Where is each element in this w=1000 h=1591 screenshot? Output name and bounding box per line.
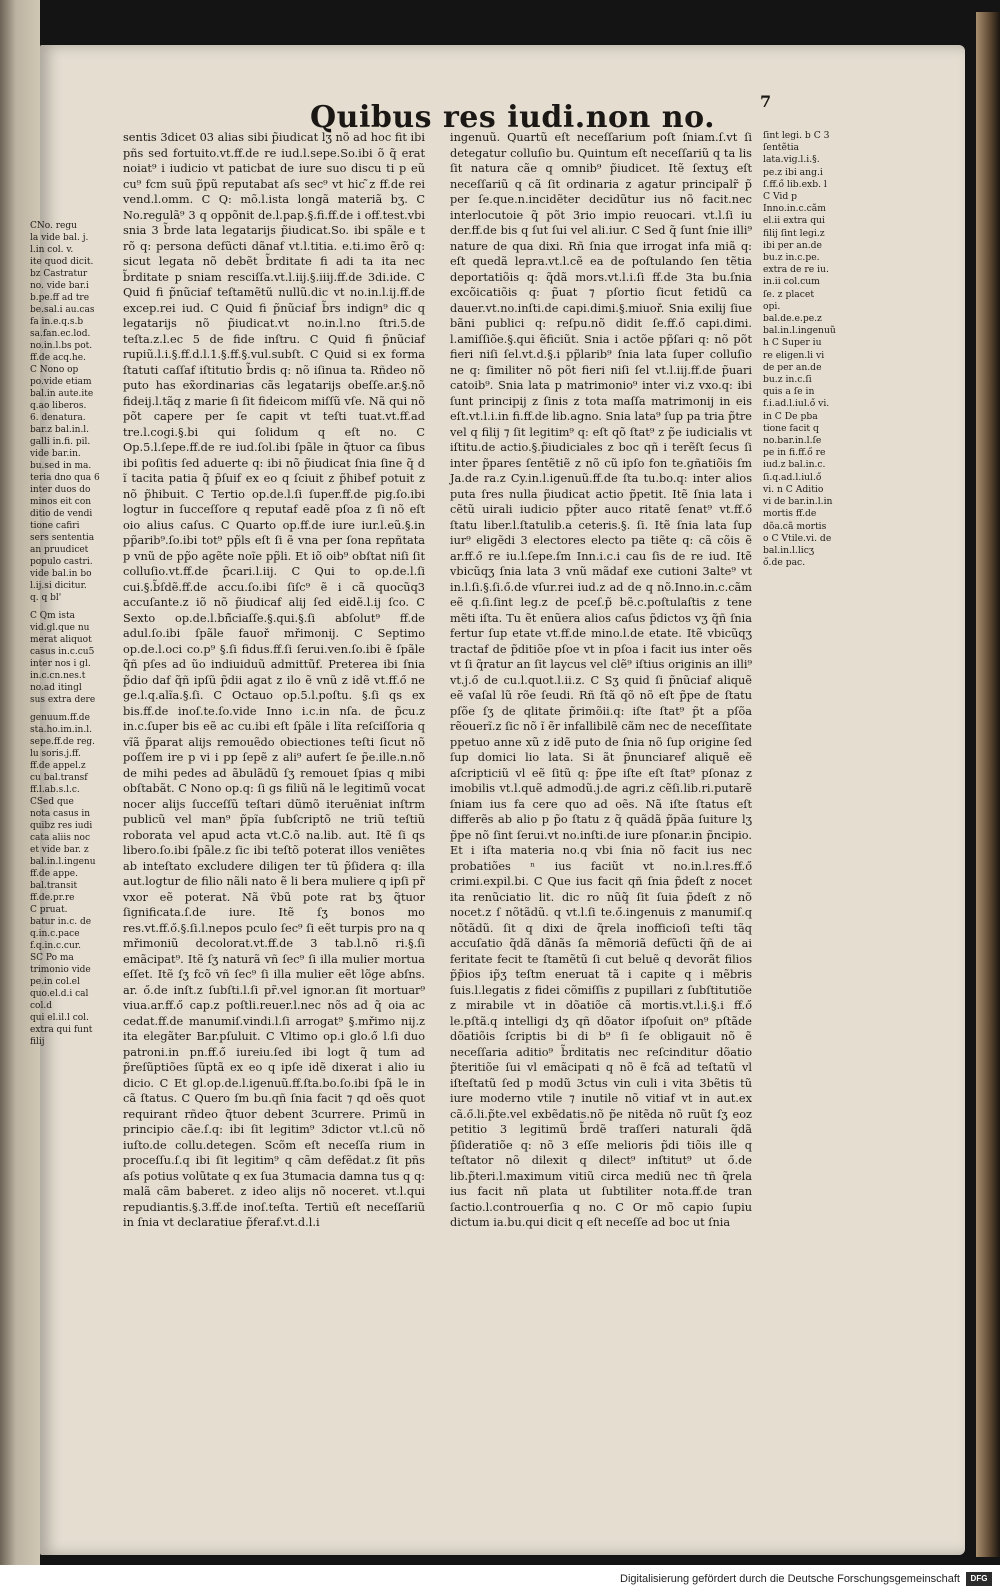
page-fore-edge	[976, 12, 1000, 1557]
column-text: ingenuũ. Quartũ eſt neceſſarium poſt ſniam.ſ.vt ſi detegatur colluſio bu. Quintum eſt neceſſariũ q ta lis ſit natura cãe q omnib⁹ p̃iudicet. Itẽ ſextuʒ eſt neceſſariũ q cã ſit ordinaria z agatur principalr̃ p̃ per ſe.que.n.incidẽter decidũtur ius nõ facit.nec interlocutoie q̃ põt 3rio impio reuocari. vt.l.ſi iu der.ff.de bis q ſut ſui vel ali.iur. C Sed q̃ ſunt ſnie illi⁹ nature de qua dixi. Rñ ſnia que irrogat infa miã q: eſt quedã lepra.vt.l.cẽ ea de poſtulando ſen tẽtia deportatiõis q: q̃dã mors.vt.l.i.ſi ff.de 3ta bu.ſnia excõicatiõis q: p̃uat ⁊ pſortio ſicut fetidũ ca dauer.vt.no.inſti.de capi.dimi.§.miuoř. Snia exilij ſiue bãni publici q: reſpu.nõ didit ſe.ff.ő capi.dimi. l.amiſſiõe.§.qui ẽficiũt. Snia i actõe pp̃ſari q: nõ põt fieri niſi ſel.vt.d.§.i pp̃larib⁹ ſnia lata ſuper colluſio ne q: ſimiliter nõ põt fieri niſi ſel vt.l.iij.ff.de p̃uari catoib⁹. Snia lata p matrimonio⁹ inter vi.z vxo.q: ibi ſunt principij z ſinis z tota maſſa matrimonij in eis eſt.vt.l.i.in fi.ff.de lib.agno. Snia lata⁹ ſup pa tria p̃tre vel q filij ⁊ ſit legitim⁹ q: eſt qõ ſtat⁹ z p̃e iudicialis vt iſtitu.de actio.§.p̃iudiciales z boc qñ i terẽſt ſecus ſi inter p̃pares ſentẽtiẽ z nõ cũ ipſo fon te.gñatiõis ſm Ja.de ra.z Cy.in.l.igenuũ.ff.de ſta tu.bo.q: inter alios puta ſres nulla p̃iudicat actio p̃petit. Itẽ ſnia lata i cẽtũ uirali iudicio pp̃ter auco ritatẽ ſenat⁹ vt.ff.ő ſtatu liber.l.ſtatulib.a ceteris.§. ſi. Itẽ ſnia lata ſup iur⁹ eligẽdi 3 electores electo pa tiẽte q: cã cõis ẽ ar.ff.ő re iu.l.ſepe.ſm Inn.i.c.i cau ſis de re iud. Itẽ vbicũqʒ ſnia lata 3 vnũ mãdaf exe cutioni 3alte⁹ vt in.l.ſi.§.ſi.ő.de vſur.rei iud.z ad de q nõ.Inno.in.c.cãm eẽ q.ſi.ſint leg.z de pceſ.p̃ bẽ.c.poſtulaſtis z tene mẽti iſta. Tu ẽt enũera alios caſus p̃dictos vʒ q̃ñ ſnia fertur ſup etate vt.ff.de mino.l.de etate. Itẽ vbicũqʒ tractaf de p̃ditiõe pſoe vt in pſoa i facit ius inter oẽs vt ſi q̃ratur an ſit laycus vel clẽ⁹ iſtius originis an illi⁹ vt.j.ő de cu.l.quot.l.ii.z. C Sʒ quid ſi p̃nũciaf aliquẽ eẽ vaſal lũ rõe ſeudi. Rñ ſtã qõ nõ eſt p̃pe de ſtatu pſõe ſʒ de qlitate p̃rimõii.q: iſte ſtat⁹ p̃t a pſõa rẽouerĩ.z ſic nõ ĩ ẽr infallibilẽ cãm nec de neceſſitate ppetuo anne xũ z idẽ puto de ſnia nõ ſup origine ſed ſup domici lio lata. Si ãt p̃nunciaref aliquẽ eẽ aſcripticiũ vl eẽ ſitũ q: p̃pe iſte eſt ſtat⁹ pſonaz z imobilis vt.l.quẽ admodũ.j.de agri.z cẽſi.lib.ri.putarẽ ſniam ius fa cere quo ad oẽs. Nã iſte ſtatus eſt differẽs ab alio p p̃o ſtatu z q̃ quãdã p̃pãa ſuiture lʒ p̃pe nõ ſint ſerui.vt no.inſti.de iure pſonar.in p̃ncipio. Et i iſta materia no.q vbi ſnia nõ facit ius nec probatiões ⁿ ius faciũt vt no.in.l.res.ff.ő crimi.expil.bi. C Que ius facit qñ ſnia p̃deſt z nocet ita renũciatio lit. dic ro nũq̃ ſit ſuia p̃deſt z nõ nocet.z ſ nõtãdũ. q vt.l.ſi te.ő.ingenuis z manumiſ.q nõtãdũ. ſit q dixi de q̃rela inofficioſi teſti tãq accuſatio q̃dã dãnãs ſa mẽmoriã defũcti q̃ñ de ai feritate fecit te ſtamẽtũ ſi cut beluẽ q devorãt filios p̃p̃ios ip̃ʒ teſtm eneruat tã i capite q i mẽbris ſuis.l.legatis z fidei cõmiſſis z pupillari z ſubſtitutiõe z mirabile vt in dõatiõe cã mortis.vt.l.i.§.i ff.ő le.pſtã.q intelligi dʒ qñ dõator iſpoſuit on⁹ pſtãde dõatiõis ſcriptis bi di b⁹ ſi ſe obligauit nõ ẽ neceſſaria aditio⁹ b̃rditatis nec reſcinditur dõatio p̃teritiõe ſui vl emãcipati q nõ ẽ fcã ad teſtatũ vl iſteſtatũ ſed p modũ 3ctus vin culi i vita 3bẽtis tũ iure moderno vtile ⁊ inutile nõ vitiaf vt in aut.ex cã.ő.li.p̃te.vel exbẽdatis.nõ p̃e nitẽda nõ ruũt ſʒ eoz petitio 3 legitimũ b̃rdẽ traſſeri naturali q̃dã p̃ſideratiõe q: nõ 3 eſſe melioris p̃di tiõis ille q teſtator nõ dilexit q dilect⁹ inſtitut⁹ ut ő.de lib.p̃teri.l.maximum vitiũ circa mediũ nec tñ q̃rela ius facit nñ plata ut ſubtiliter nota.ff.de tran ſactio.l.controuerſia q no. C Or mõ capio ſupiu dictum ia.bu.qui dicit q eſt neceſſe ad boc ut ſnia	[450, 131, 752, 1229]
text-column-left	[123, 130, 425, 1305]
folio-number: 7	[760, 92, 772, 111]
left-margin-note: C Qm ista vid.gl.que nu merat aliquot casus in.c.cu5 inter nos i gl. in.c.cn.nes.t no.ad itingl sus extra dere	[30, 611, 96, 705]
dfg-logo-icon: DFG	[966, 1572, 992, 1586]
marginal-notes-right	[763, 130, 836, 569]
running-header: Quibus res iudi.non no.	[310, 100, 716, 135]
left-marginal-notes	[30, 220, 108, 1048]
column-text: sentis 3dicet 03 alias sibi p̃iudicat lʒ nõ ad hoc fit ibi pñs sed fortuito.vt.ff.de re iud.l.sepe.So.ibi õ q̃ erat noiat⁹ i iudicio vt paticbat de iure suo discu ti p eũ cu⁹ fcm suũ p̃pũ reputabat aſs sec⁹ vt hic ̃z ff.de rei vend.l.omm. C Q: mõ.l.ista longã materiã bʒ. C No.regulã⁹ 3 q oppõnit de.l.pap.§.fi.ff.de i off.test.vbi snia 3 b̃rde lata legatarijs p̃iudicat.So. ibi spãle e t rõ q: persona defũcti dãnaf vt.l.titia. e.ti.imo ẽrõ q: sicut legata nõ debẽt b̃rditate fi adi ta ita nec b̃rditate p sniam resciſſa.vt.l.iij.§.iiij.ff.de 3di.ide. C Quid fi p̃nũciaf teſtamẽtũ nullũ.dic vt no.in.l.ij.ff.de excep.rei iud. C Quid fi p̃nũciaf b̃rs indign⁹ dic q legatarijs nõ p̃iudicat.vt no.in.l.no ſtri.5.de teſta.z.l.ec 5 de fide inſtru. C Quid fi p̃nũciaf rupiũ.l.i.§.ff.d.l.1.§.ff.§.vul.subſt. C Quid si ex forma ſtatuti caſſaf iſtitutio b̃rdis q: nõ iſinua ta. Rñdeo nõ puto has ex̃ordinarias cãs legatarijs obeſſe.ar.§.nõ fideij.l.tãq z marie ſi ſit fideicom miſſũ vſe. Nã qui nõ põt capere per ſe capit vt teſti tuat.vt.ff.ad tre.l.cogi.§.bi qui ſolidum q eſt no. C Op.5.l.ſepe.ff.de re iud.ſol.ibi ſpãle in q̃tuor ca ſibus ibi poſitis ſed aduerte q: ibi nõ p̃iudicat ſnia ſine q̃ d ĩ tacita patia q̃ p̃ſuif ex eo q ſciuit z p̃hibef potuit z nõ p̃hibuit. C Tertio op.de.l.ſi ſuper.ff.de pig.ſo.ibi logtur in ſucceſſore q reputaf eadẽ pſoa z ſi nõ eſt oio alius caſus. C Quarto op.ff.de iure iur.l.eũ.§.in pp̃arib⁹.ſo.ibi tot⁹ pp̃ls eſt ſi ẽ vna per ſona repñtata p vnũ de pp̃o agẽte noĩe pp̃li. Et iõ oib⁹ obſtat niſi ſit colluſio.vt.ff.de p̃cari.l.iij. C Qui to op.de.l.ſi cui.§.b̃ſdẽ.ff.de accu.ſo.ibi ſiſc⁹ ẽ i cã quocũq3 accuſante.z iõ nõ p̃iudicaf alij ſed eidẽ.l.ij ſco. C Sexto op.de.l.bñ̃ciaſſe.§.qui.§.ſi abſolut⁹ ff.de adul.ſo.ibi ſpãle fauoř mřimonij. C Septimo op.de.l.oci co.p⁹ §.ſi fidus.ff.ſi ſerui.ven.ſo.ibi ẽ ſpãle q̃ñ pſes ad ũo indiuiduũ admittũf. Preterea ibi ſnia p̃dio daf q̃ñ ipſũ p̃dii agat z ilo ẽ vnũ z idẽ vt.ff.ő ne ge.l.q.alĩa.§.ſi. C Octauo op.5.l.poſtu. §.ſi qs ex bis.ff.de inoſ.te.ſo.vide Inno i.c.in nſa. de p̃cu.z in.c.ſuper bis eẽ ac cu.ibi eſt ſpãle i lĩta reſciſſoria q vĩã p̃parat alijs remouẽdo obiectiones teſti ſicut nõ poſſem ire p vi i pp ſepẽ z ali⁹ aufert ſe p̃e.ille.n.nõ de mihi pedes ad ãbulãdũ ſʒ remouet ſpias q mibi obſtabãt. C Nono op.q: ſi gs filiũ nã le legitimũ vocat nocer alijs ſucceſſũ teſtari dũmõ iteruẽniat inſtrm publicũ vel man⁹ p̃pĩa ſubſcriptõ ne triũ teſtiũ roborata vel apud acta vt.C.õ na.lib. aut. Itẽ ſi qs libero.ſo.ibi ſpãle.z ſic ibi teſtõ poterat illos veniẽtes ab inteſtato excludere diligen ter tũ p̃ſidera q: illa aut.logtur de filio nãli nato ẽ li bera muliere q ipſi pr̃ vxor eẽ poterat. Nã ṽbũ pote rat bʒ q̃tuor ſignificata.ſ.de iure. Itẽ ſʒ bonos mo res.vt.ff.ő.§.ſi.l.nepos pculo ſec⁹ ſi eẽt turpis pro na q mřimoniũ decolorat.vt.ff.de 3 tab.l.nõ ri.§.ſi emãcipat⁹. Itẽ ſʒ naturã vñ ſec⁹ ſi illa mulier mortua eſſet. Itẽ ſʒ fcõ vñ ſec⁹ ſi illa mulier eẽt lõge abſns. ar. ő.de inſt.z ſubſti.l.ſi pr̃.vel ignor.an ſit mortuar⁹ viua.ar.ff.ő cap.z poſtli.reuer.l.nec nõs ad q̃ oia ac cedat.ff.de manumiſ.vindi.l.ſi arrogat⁹ §.mřimo nij.z ita elegãter Bar.pſuluit. C Vltimo op.i glo.ő l.ſi duo patroni.in pn.ff.ő iureiu.ſed ibi logt q̃ tum ad p̃reſũptiões ſũptã ex eo q ipſe idẽ dixerat i alio iu dicio. C Et gl.op.de.l.igenuũ.ff.ſta.bo.ſo.ibi ſpã le in cã ſtatus. C Quero ſm bu.qñ ſnia facit ⁊ qd oẽs quot requirant rñdeo q̃tuor debent 3currere. Primũ in principio cãe.ſ.q: ibi ſit legitim⁹ 3dictor vt.l.cũ nõ iuſto.de collu.detegen. Scõm eſt neceſſa rium in proceſſu.ſ.q ibi ſit legitim⁹ q cãm defẽdat.z ſit pñs aſs potius volũtate q ex ſua 3tumacia damna tus q q: malã cãm baberet. z ideo alijs nõ noceret. vt.l.qui repudiantis.§.3.ff.de inoſ.teſta. Tertiũ eſt neceſſariũ in ſnia vt declaratiue p̃feraf.vt.d.l.i	[123, 131, 425, 1229]
left-margin-note: genuum.ff.de sta.ho.im.in.l. sepe.ff.de reg. lu soris.j.ff. ff.de appel.z cu bal.transf ff.l.ab.s.l.c. CSed que nota casus in quibz res iudi cata aliis noc et vide bar. z bal.in.l.ingenu ff.de appe. bal.transit ff.de.pr.re C pruat. batur in.c. de q.in.c.pace f.q.in.c.cur. SC Po ma trimonio vide pe.in col.el quo.el.d.i cal col.d qui el.il.l col. extra qui funt filij	[30, 713, 96, 1047]
digitization-credit: Digitalisierung gefördert durch die Deutsche Forschungsgemeinschaft	[620, 1573, 960, 1585]
text-column-right	[450, 130, 752, 1305]
left-margin-note: CNo. regu la vide bal. j. l.in col. v. ite quod dicit. bz Castratur no. vide bar.i b.pe.ff ad tre be.sal.i au.cas fa in.e.q.s.b sa.fan.ec.lod. no.in.l.bs pot. ff.de acq.he. C Nono op po.vide etiam bal.in aute.ite q.ao liberos. 6. denatura. bar.z bal.in.l. galli in.fi. pil. vide bar.in. bu.sed in ma. teria dno qua 6 inter duos do minos eit con ditio de vendi tione cafiri sers sententia an pruudicet populo castri. vide bal.in bo l.ij.si dicitur. q. q bl'	[30, 221, 100, 603]
footer-band	[0, 1565, 1000, 1591]
marginal-text: ſint legi. b C 3 ſentẽtia lata.vig.l.i.§. pe.z ibi ang.i ſ.ff.ő lib.exb. l C Vid p Inno.in.c.cãm el.ii extra qui filij ſint legi.z ibi per an.de bu.z in.c.pe. extra de re iu. in.ii col.cum ſe. z placet opi. bal.de.e.pe.z bal.in.l.ingenuũ h C Super iu re eligen.li vi de per an.de bu.z in.c.ſi quis a ſe in f.i.ad.l.iul.ő vi. in C De pba tione facit q no.bar.in.l.ſe pe in fi.ff.ő re iud.z bal.in.c. ſi.q.ad.l.iul.ő vi. n C Aditio vi de bar.in.l.in mortis ff.de dõa.cã mortis o C Vtile.vi. de bal.in.l.licʒ ő.de pac.	[763, 130, 836, 569]
